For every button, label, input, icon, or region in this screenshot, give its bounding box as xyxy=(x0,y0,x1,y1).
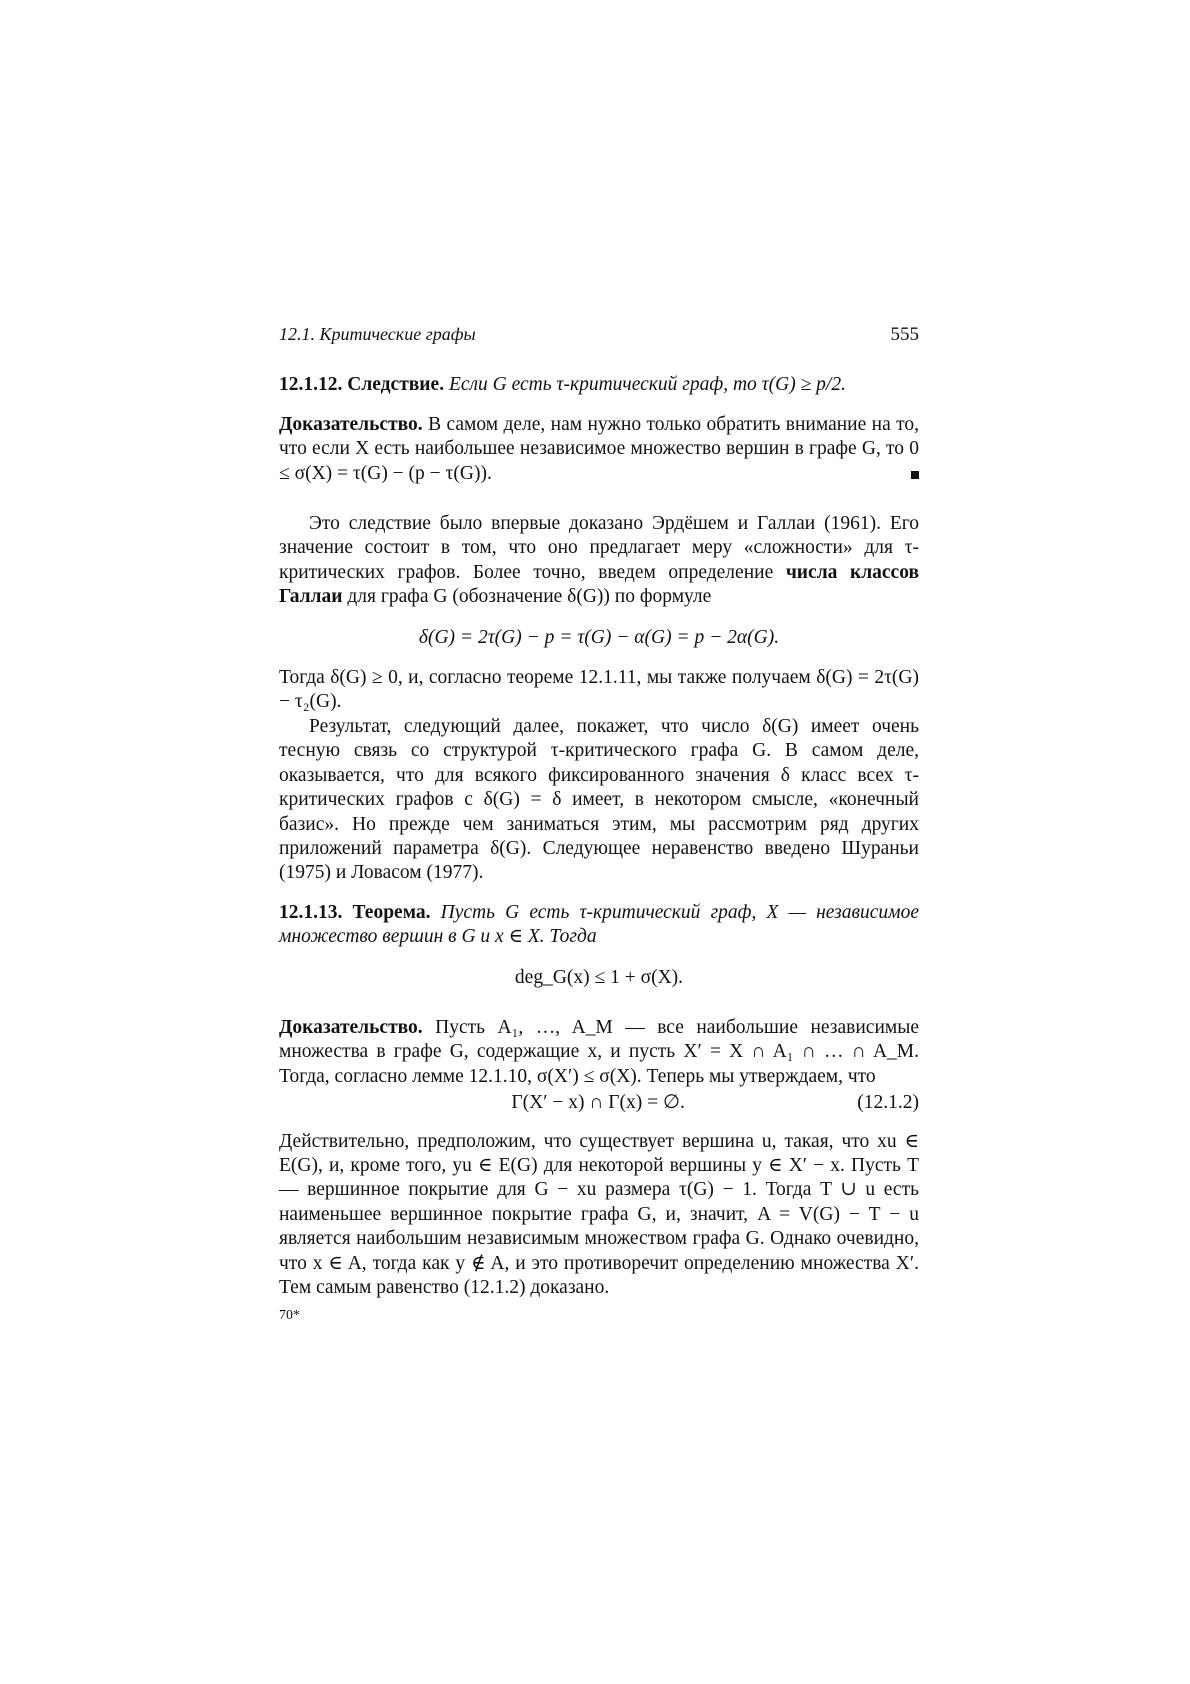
gallai-term: числа классов Галлаи xyxy=(279,561,920,608)
corollary-statement: Если G есть τ-критический граф, то τ(G) ≥ p/2. xyxy=(448,374,846,396)
proof-text: В самом деле, нам нужно только обратить внимание на то, что если X есть наибольшее независимое множество вершин в графе G, то 0 ≤ σ(X) = τ(G) − (p − τ(G)). xyxy=(279,413,919,484)
proof2-text: Пусть A₁, …, A_M — все наибольшие независимые множества в графе G, содержащие x, и пусть X′ = X ∩ A₁ ∩ … ∩ A_M. Тогда, согласно лемме 12.1.10, σ(X′) ≤ σ(X). Теперь мы утверждаем, что xyxy=(279,1016,919,1087)
equation-number: (12.1.2) xyxy=(857,1092,919,1114)
footer-signature: 70* xyxy=(279,1308,300,1324)
page-number: 555 xyxy=(890,324,919,345)
proof-label: Доказательство. xyxy=(279,413,423,435)
then-paragraph: Тогда δ(G) ≥ 0, и, согласно теореме 12.1.11, мы также получаем δ(G) = 2τ(G) − τ₂(G). xyxy=(279,667,919,713)
formula-gamma xyxy=(279,1091,919,1115)
history-text-a: Это следствие было впервые доказано Эрдёшем и Галлаи (1961). Его значение состоит в том, что оно предлагает меру «сложности» для τ-критических графов. Более точно, введем определение xyxy=(279,513,919,583)
indeed-paragraph: Действительно, предположим, что существует вершина u, такая, что xu ∈ E(G), и, кроме того, yu ∈ E(G) для некоторой вершины y ∈ X′ − x. Пусть T — вершинное покрытие для G − xu размера τ(G) − 1. Тогда T ∪ u есть наименьшее вершинное покрытие графа G, и, значит, A = V(G) − T − u является наибольшим независимым множеством графа G. Однако очевидно, что x ∈ A, тогда как y ∉ A, и это противоречит определению множества X′. Тем самым равенство (12.1.2) доказано. xyxy=(279,1130,919,1298)
theorem-paragraph xyxy=(279,901,919,950)
corollary-paragraph xyxy=(279,373,919,397)
page-body xyxy=(279,322,919,1329)
formula-deg xyxy=(279,966,919,990)
theorem-label: 12.1.13. Теорема. xyxy=(279,901,431,923)
formula-deg-expr: deg_G(x) ≤ 1 + σ(X). xyxy=(514,966,684,988)
corollary-label: 12.1.12. Следствие. xyxy=(279,374,445,396)
theorem-statement: Пусть G есть τ-критический граф, X — независимое множество вершин в G и x ∈ X. Тогда xyxy=(279,901,919,948)
proof2-label: Доказательство. xyxy=(279,1016,423,1038)
history-text-b: для графа G (обозначение δ(G)) по формуле xyxy=(342,586,712,608)
formula-delta-expr: δ(G) = 2τ(G) − p = τ(G) − α(G) = p − 2α(G). xyxy=(418,626,780,648)
qed-square-icon xyxy=(911,471,919,479)
formula-gamma-expr: Γ(X′ − x) ∩ Γ(x) = ∅. xyxy=(511,1092,685,1114)
proof-paragraph-2 xyxy=(279,1016,919,1089)
proof-paragraph-1 xyxy=(279,413,919,486)
running-head xyxy=(279,322,919,347)
section-title: 12.1. Критические графы xyxy=(279,324,476,344)
result-paragraph: Результат, следующий далее, покажет, что число δ(G) имеет очень тесную связь со структурой τ-критического графа G. В самом деле, оказывается, что для всякого фиксированного значения δ класс всех τ-критических графов с δ(G) = δ имеет, в некотором смысле, «конечный базис». Но прежде чем заниматься этим, мы рассмотрим ряд других приложений параметра δ(G). Следующее неравенство введено Шураньи (1975) и Ловасом (1977). xyxy=(279,715,919,884)
history-paragraph xyxy=(279,512,919,610)
formula-delta xyxy=(279,626,919,650)
